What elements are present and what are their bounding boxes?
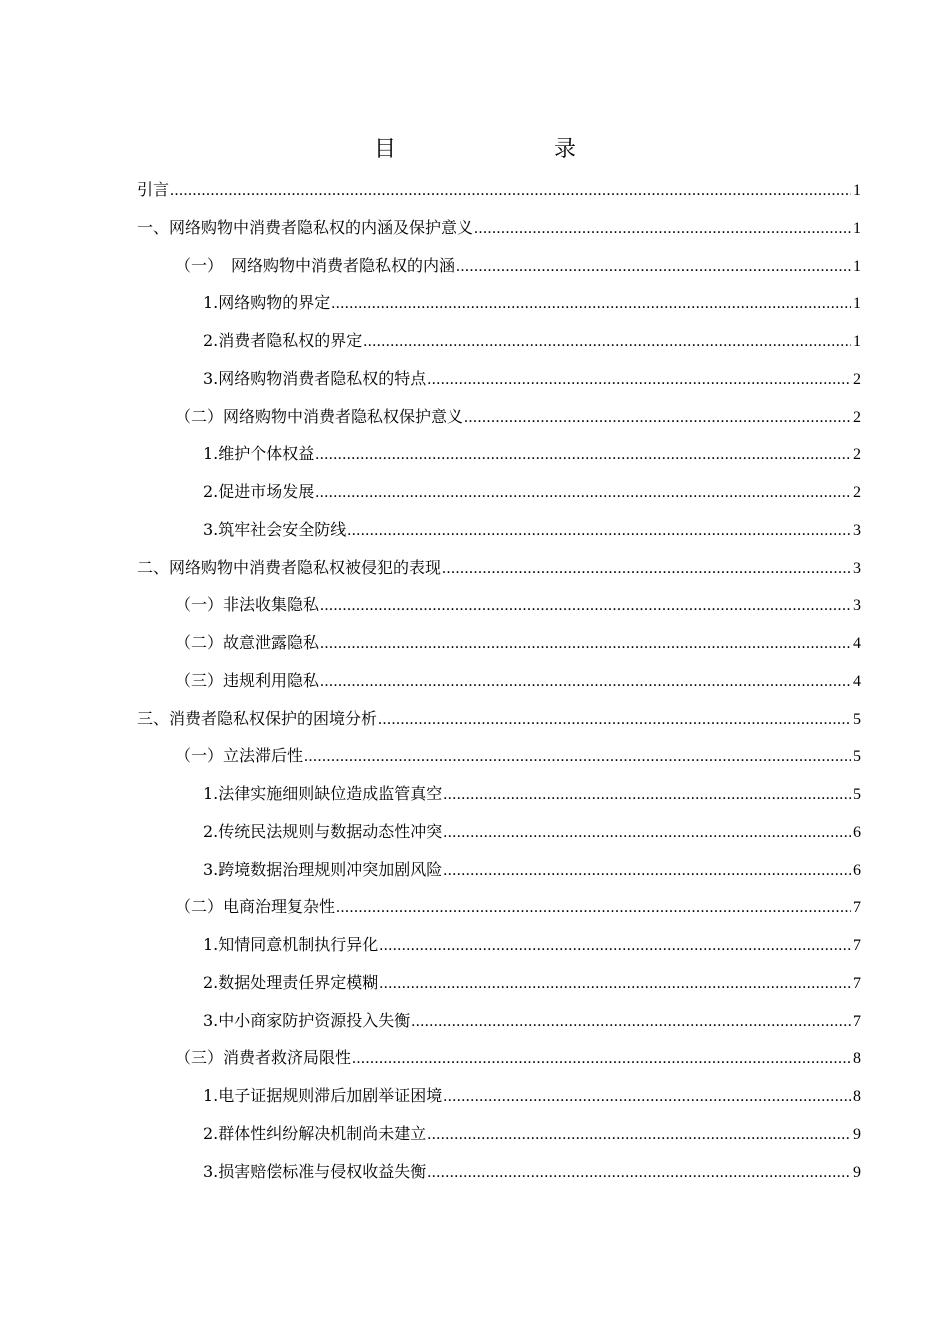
toc-entry-text: 3.损害赔偿标准与侵权收益失衡 (203, 1161, 427, 1181)
toc-page-number: 1 (853, 333, 861, 350)
toc-entry[interactable] (137, 1121, 861, 1159)
toc-dot-leader (464, 405, 851, 431)
toc-list (137, 177, 861, 1196)
toc-page-number: 8 (853, 1088, 861, 1105)
toc-dot-leader (320, 593, 851, 619)
toc-entry-text: 三、消费者隐私权保护的困境分析 (137, 708, 378, 728)
toc-page-number: 1 (853, 257, 861, 275)
toc-entry[interactable] (137, 592, 861, 630)
toc-dot-leader (320, 631, 851, 657)
toc-entry[interactable] (137, 932, 861, 970)
toc-page-number: 7 (853, 1012, 861, 1030)
toc-dot-leader (443, 1084, 851, 1110)
toc-dot-leader (442, 556, 851, 582)
toc-entry[interactable] (137, 970, 861, 1008)
toc-page-number: 5 (853, 710, 861, 728)
toc-entry-text: （二）电商治理复杂性 (175, 897, 336, 917)
toc-entry-text: 2.消费者隐私权的界定 (203, 331, 363, 350)
toc-entry[interactable] (137, 1008, 861, 1046)
toc-entry[interactable] (137, 857, 861, 895)
toc-entry-text: 1.网络购物的界定 (203, 293, 331, 313)
toc-dot-leader (378, 707, 851, 733)
toc-page-number: 4 (853, 672, 861, 690)
toc-page-number: 8 (853, 1050, 861, 1068)
toc-page-number: 4 (853, 635, 861, 652)
toc-dot-leader (336, 895, 851, 921)
toc-page-number: 9 (853, 1125, 861, 1143)
toc-entry[interactable] (137, 328, 861, 366)
toc-dot-leader (456, 254, 851, 280)
toc-entry-text: （一）立法滞后性 (175, 746, 304, 766)
toc-page-number: 3 (853, 559, 861, 577)
toc-entry[interactable] (137, 630, 861, 668)
toc-entry[interactable] (137, 253, 861, 291)
toc-entry-text: 2.传统民法规则与数据动态性冲突 (203, 821, 443, 841)
toc-page-number: 1 (853, 182, 861, 199)
toc-entry[interactable] (137, 366, 861, 404)
toc-entry[interactable] (137, 894, 861, 932)
toc-page-number: 1 (853, 219, 861, 237)
toc-page-number: 5 (853, 748, 861, 766)
toc-entry[interactable] (137, 479, 861, 517)
toc-dot-leader (363, 329, 851, 355)
toc-entry-text: 3.中小商家防护资源投入失衡 (203, 1010, 411, 1030)
toc-entry-text: 3.网络购物消费者隐私权的特点 (203, 368, 427, 388)
toc-page-number: 1 (853, 295, 861, 313)
toc-entry[interactable] (137, 517, 861, 555)
toc-dot-leader (170, 178, 851, 204)
toc-entry[interactable] (137, 441, 861, 479)
toc-dot-leader (427, 367, 851, 393)
toc-dot-leader (315, 480, 851, 506)
toc-page-number: 6 (853, 823, 861, 841)
toc-entry[interactable] (137, 177, 861, 215)
toc-entry[interactable] (137, 1045, 861, 1083)
toc-dot-leader (315, 442, 851, 468)
toc-dot-leader (347, 518, 851, 544)
toc-page-number: 7 (853, 937, 861, 954)
toc-entry-text: 一、网络购物中消费者隐私权的内涵及保护意义 (137, 217, 474, 237)
toc-entry[interactable] (137, 290, 861, 328)
toc-page-number: 7 (853, 974, 861, 992)
toc-title: 目 录 (373, 137, 614, 162)
toc-entry-text: 1.知情同意机制执行异化 (203, 935, 379, 954)
toc-page-number: 2 (853, 484, 861, 501)
toc-entry[interactable] (137, 1159, 861, 1197)
toc-page-number: 9 (853, 1163, 861, 1181)
toc-entry-text: 2.群体性纠纷解决机制尚未建立 (203, 1123, 427, 1143)
toc-dot-leader (443, 782, 851, 808)
toc-entry-text: 3.筑牢社会安全防线 (203, 519, 347, 539)
toc-entry[interactable] (137, 215, 861, 253)
toc-dot-leader (352, 1046, 851, 1072)
toc-entry-text: 引言 (137, 180, 170, 199)
toc-page-number: 3 (853, 597, 861, 615)
toc-page-number: 6 (853, 861, 861, 879)
toc-dot-leader (411, 1009, 851, 1035)
toc-dot-leader (331, 291, 851, 317)
toc-page-number: 2 (853, 446, 861, 464)
toc-entry-text: 1.电子证据规则滞后加剧举证困境 (203, 1086, 443, 1105)
toc-page-number: 3 (853, 521, 861, 539)
toc-page-number: 2 (853, 408, 861, 426)
toc-entry[interactable] (137, 819, 861, 857)
toc-entry[interactable] (137, 404, 861, 442)
toc-entry[interactable] (137, 555, 861, 593)
toc-entry[interactable] (137, 706, 861, 744)
toc-entry-text: 2.促进市场发展 (203, 482, 315, 501)
toc-entry-text: （三）消费者救济局限性 (175, 1048, 352, 1068)
toc-dot-leader (304, 744, 851, 770)
toc-entry-text: （三）违规利用隐私 (175, 670, 320, 690)
toc-dot-leader (379, 933, 851, 959)
toc-dot-leader (320, 669, 851, 695)
toc-entry-text: （一） 网络购物中消费者隐私权的内涵 (175, 255, 456, 275)
toc-entry[interactable] (137, 781, 861, 819)
toc-entry[interactable] (137, 1083, 861, 1121)
toc-entry[interactable] (137, 743, 861, 781)
toc-dot-leader (443, 820, 851, 846)
toc-entry-text: （二）故意泄露隐私 (175, 633, 320, 652)
toc-entry-text: 1.法律实施细则缺位造成监管真空 (203, 784, 443, 803)
toc-dot-leader (427, 1160, 851, 1186)
toc-entry-text: （二）网络购物中消费者隐私权保护意义 (175, 406, 464, 426)
toc-entry-text: 2.数据处理责任界定模糊 (203, 972, 379, 992)
toc-entry[interactable] (137, 668, 861, 706)
toc-entry-text: 3.跨境数据治理规则冲突加剧风险 (203, 859, 443, 879)
toc-entry-text: 二、网络购物中消费者隐私权被侵犯的表现 (137, 557, 442, 577)
toc-dot-leader (443, 858, 851, 884)
toc-page-number: 7 (853, 899, 861, 917)
toc-dot-leader (379, 971, 851, 997)
toc-dot-leader (474, 216, 851, 242)
toc-entry-text: （一）非法收集隐私 (175, 595, 320, 615)
toc-page-number: 5 (853, 786, 861, 803)
toc-dot-leader (427, 1122, 851, 1148)
toc-entry-text: 1.维护个体权益 (203, 444, 315, 464)
toc-page-number: 2 (853, 370, 861, 388)
